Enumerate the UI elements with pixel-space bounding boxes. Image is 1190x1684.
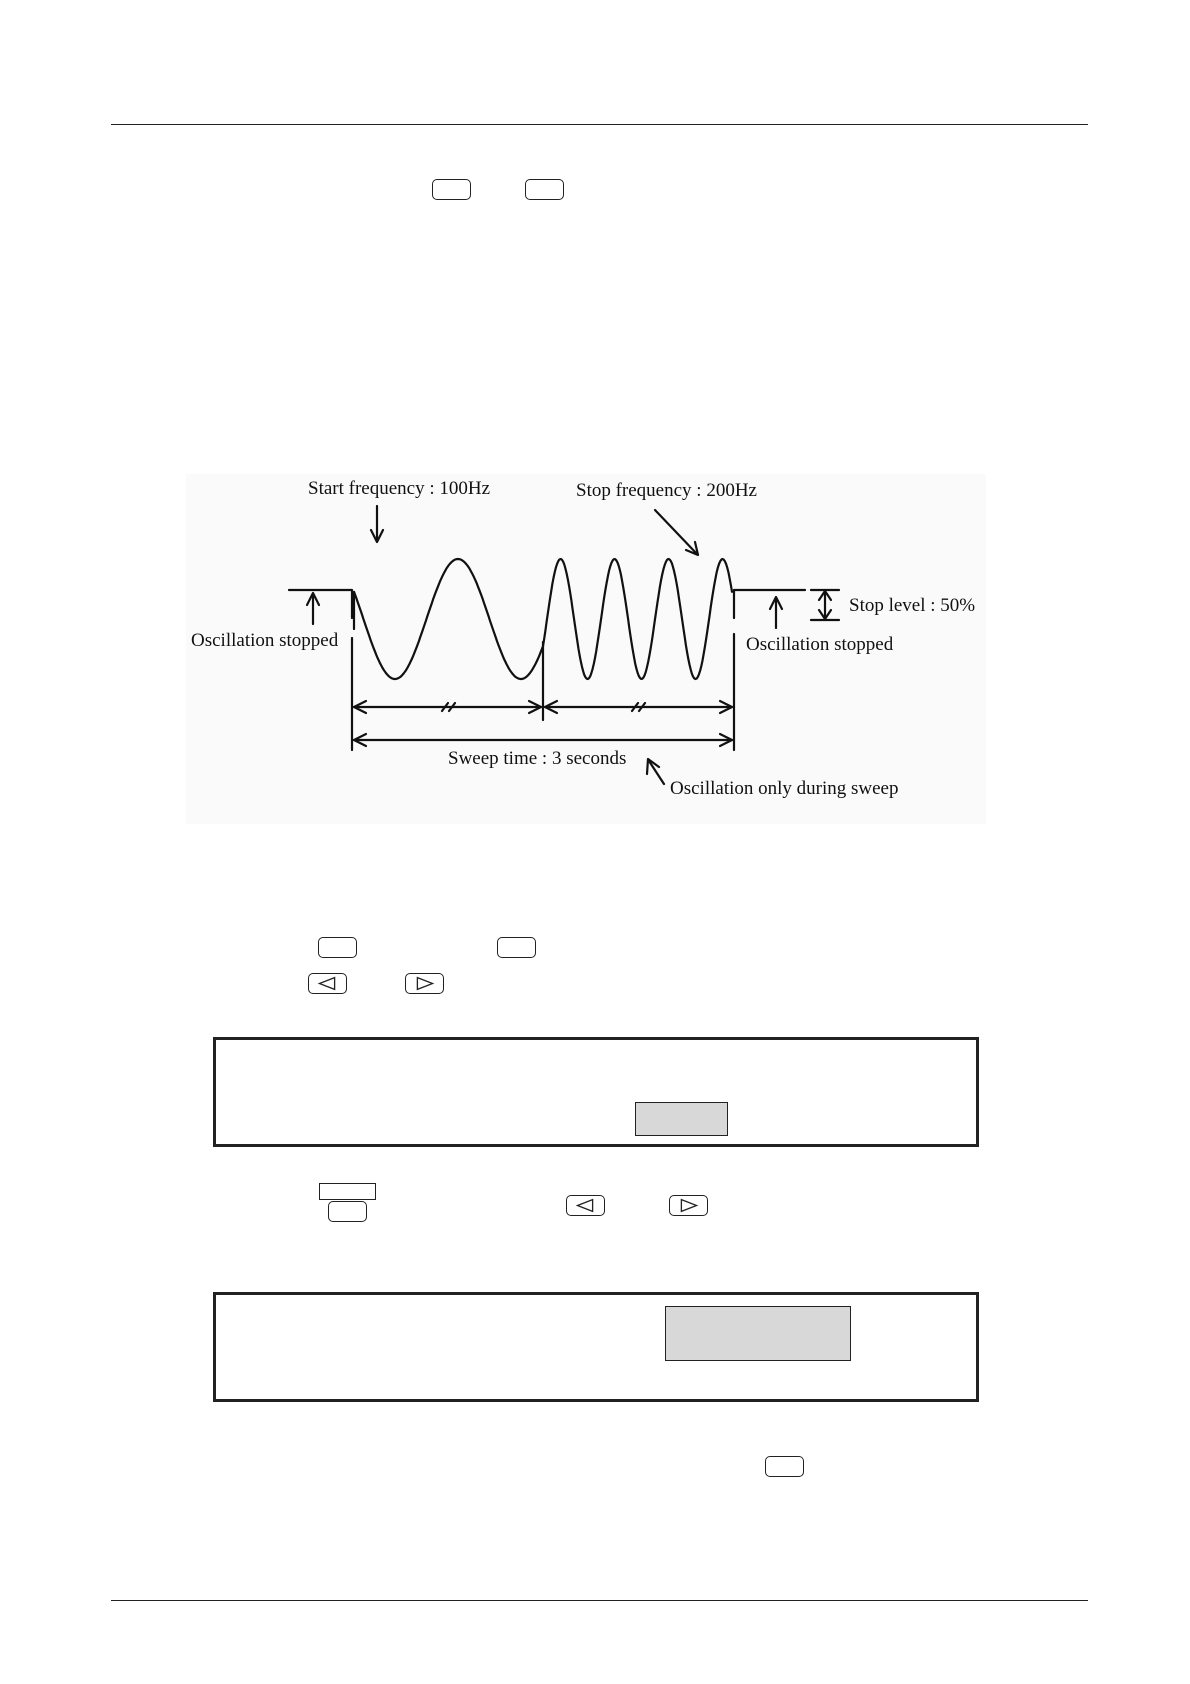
panel-key: [318, 937, 357, 958]
right-triangle-icon: [406, 974, 443, 993]
start-frequency-label: Start frequency : 100Hz: [308, 478, 491, 499]
right-arrow-key: [669, 1195, 708, 1216]
panel-key: [497, 937, 536, 958]
left-arrow-key: [566, 1195, 605, 1216]
footer-rule: [111, 1600, 1088, 1601]
sweep-oscillation-figure: [186, 474, 986, 824]
panel-key: [432, 179, 471, 200]
panel-key: [328, 1201, 367, 1222]
panel-key: [765, 1456, 804, 1477]
stop-frequency-label: Stop frequency : 200Hz: [576, 480, 757, 501]
right-arrow-key: [405, 973, 444, 994]
sweep-time-label: Sweep time : 3 seconds: [448, 748, 627, 769]
oscillation-only-label: Oscillation only during sweep: [670, 778, 899, 799]
oscillation-stopped-left-label: Oscillation stopped: [191, 630, 339, 651]
header-rule: [111, 124, 1088, 125]
left-arrow-key: [308, 973, 347, 994]
left-triangle-icon: [309, 974, 346, 993]
panel-key: [525, 179, 564, 200]
display-highlighted-field: [635, 1102, 728, 1136]
panel-key-shift: [319, 1183, 376, 1200]
left-triangle-icon: [567, 1196, 604, 1215]
display-panel-2: [213, 1292, 979, 1402]
display-highlighted-field: [665, 1306, 851, 1361]
stop-level-label: Stop level : 50%: [849, 595, 976, 616]
oscillation-stopped-right-label: Oscillation stopped: [746, 634, 894, 655]
display-panel-1: [213, 1037, 979, 1147]
right-triangle-icon: [670, 1196, 707, 1215]
